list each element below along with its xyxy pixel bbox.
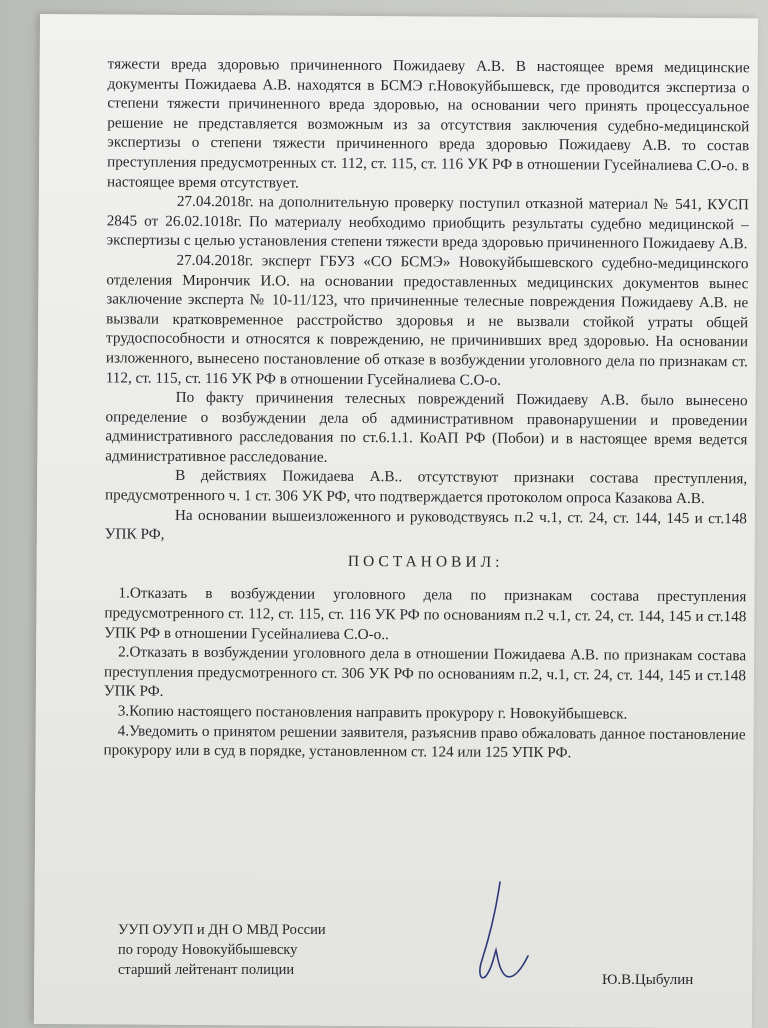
- signature-block: [118, 920, 326, 980]
- resolution-item: 3.Копию настоящего постановления направить прокурору г. Новокуйбышевск.: [117, 702, 628, 723]
- officer-city: по городу Новокуйбышевску: [118, 942, 298, 958]
- resolution-item: 4.Уведомить о принятом решении заявителя, разъяснив право обжаловать данное постановление прокурору или в суд в порядке, установленном ст. 124 или 125 УПК РФ.: [103, 722, 746, 762]
- handwritten-signature: [470, 880, 550, 990]
- signer-name: Ю.В.Цыбулин: [602, 972, 694, 988]
- paragraph-basis: На основании вышеизложенного и руководствуясь п.2 ч.1, ст. 24, ст. 144, 145 и ст.148 УПК РФ,: [104, 506, 747, 544]
- paragraph-intro: тяжести вреда здоровью причиненного Пожидаеву А.В. В настоящее время медицинские документы Пожидаева А.В. находятся в БСМЭ г.Новокуйбышевск, где проводится экспертиза о степени тяжести причиненного вреда здоровью, на основании чего принять процессуальное решение не представляется возможным из за отсутствия заключения судебно-медицинской экспертизы о степени тяжести причиненного вреда здоровью Пожидаеву А.В. то состав преступления предусмотренных ст. 112, ст. 115, ст. 116 УК РФ в отношении Гусейналиева С.О-о. в настоящее время отсутствует.: [106, 55, 750, 192]
- paragraph-administrative: По факту причинения телесных повреждений Пожидаеву А.В. было вынесено определение о возбуждении дела об административном правонарушении и проведении административного расследования по ст.6.1.1. КоАП РФ (Побои) и в настоящее время ведется административное расследование.: [105, 388, 748, 466]
- paragraph-additional-check: 27.04.2018г. на дополнительную проверку поступил отказной материал № 541, КУСП 2845 от 26.02.1018г. По материалу необходимо приобщить результаты судебно медицинской – экспертизы с целью установления степени тяжести вреда здоровью причиненного Пожидаеву А.В.: [106, 192, 749, 253]
- decision-heading: ПОСТАНОВИЛ:: [347, 552, 504, 571]
- paper-sheet: [34, 14, 758, 1028]
- document-body: [103, 54, 749, 764]
- officer-unit: УУП ОУУП и ДН О МВД России: [118, 922, 326, 938]
- resolution-item: 1.Отказать в возбуждении уголовного дела по признакам состава преступления предусмотренного ст. 112, ст. 115, ст. 116 УК РФ по основаниям п.2 ч.1, ст. 24, ст. 144, 145 и ст.148 УПК РФ в отношении Гусейналиева С.О-о..: [104, 584, 747, 643]
- paragraph-expert-conclusion: 27.04.2018г. эксперт ГБУЗ «СО БСМЭ» Новокуйбышевского судебно-медицинского отделения Мирончик И.О. на основании предоставленных медицинских документов вынес заключение эксперта № 10-11/123, что причиненные телесные повреждения Пожидаеву А.В. не вызвали кратковременное расстройство здоровья и не вызвали стойкой утраты общей трудоспособности и относятся к повреждению, не причинивших вред здоровью. На основании изложенного, вынесено постановление об отказе в возбуждении уголовного дела по признакам ст. 112, ст. 115, ст. 116 УК РФ в отношении Гусейналиева С.О-о.: [105, 251, 749, 389]
- resolution-item: 2.Отказать в возбуждении уголовного дела в отношении Пожидаева А.В. по признакам состава преступления предусмотренного ст. 306 УК РФ по основаниям п.2, ч.1, ст. 24, ст. 144, 145 и ст.148 УПК РФ.: [103, 643, 747, 701]
- paragraph-no-crime: В действиях Пожидаева А.В.. отсутствуют признаки состава преступления, предусмотренного ч. 1 ст. 306 УК РФ, что подтверждается протоколом опроса Казакова А.В.: [105, 467, 748, 508]
- officer-rank: старший лейтенант полиции: [118, 962, 295, 978]
